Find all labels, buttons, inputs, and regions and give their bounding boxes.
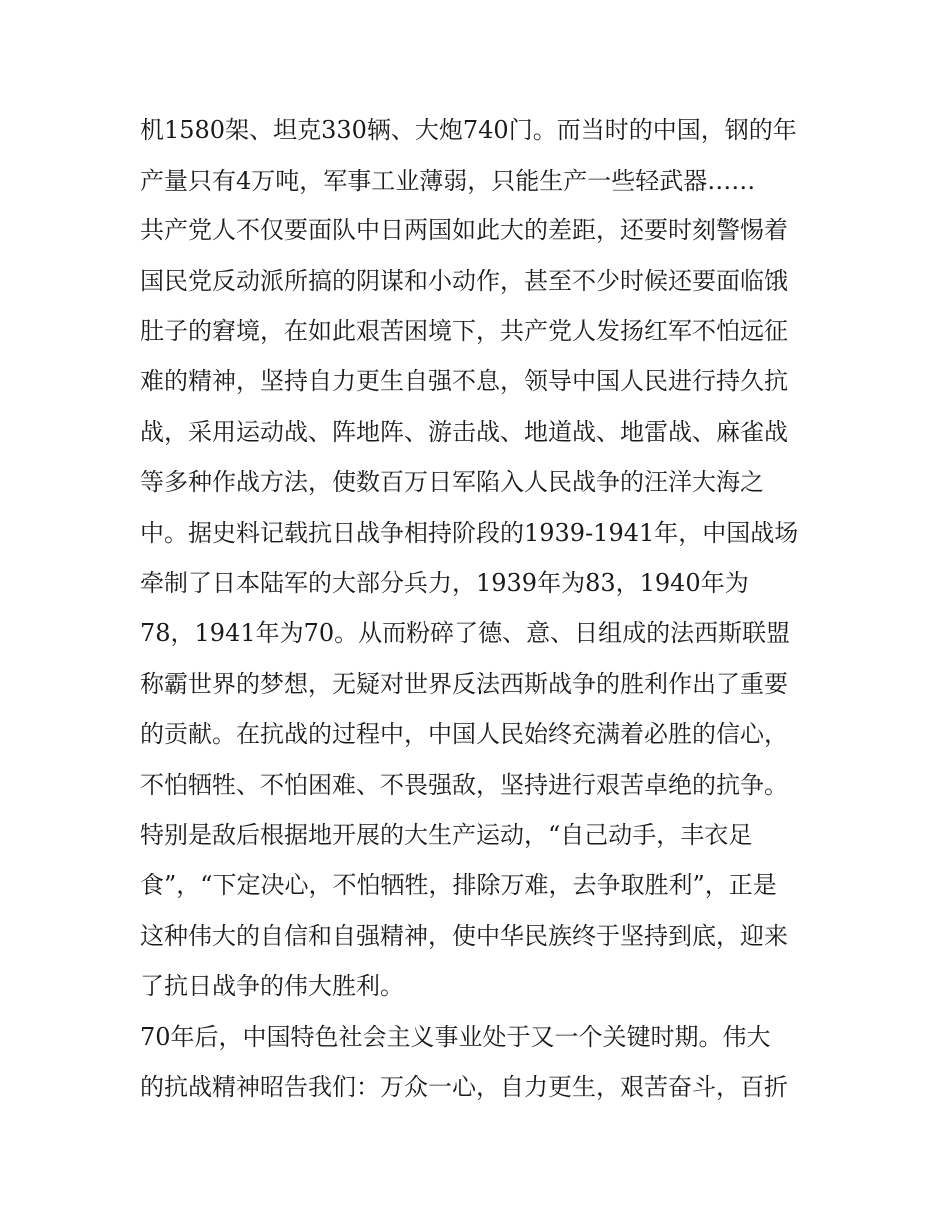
text-line: 肚子的窘境，在如此艰苦困境下，共产党人发扬红军不怕远征 xyxy=(140,317,788,345)
text-line: 国民党反动派所搞的阴谋和小动作，甚至不少时候还要面临饿 xyxy=(140,267,788,295)
text-line: 的抗战精神昭告我们：万众一心，自力更生，艰苦奋斗，百折 xyxy=(140,1073,788,1101)
text-line: 了抗日战争的伟大胜利。 xyxy=(140,972,404,1000)
text-line: 78，1941年为70。从而粉碎了德、意、日组成的法西斯联盟 xyxy=(140,619,791,647)
text-line: 中。据史料记载抗日战争相持阶段的1939-1941年，中国战场 xyxy=(140,519,799,547)
text-line: 食”，“下定决心，不怕牺牲，排除万难，去争取胜利”，正是 xyxy=(140,871,777,899)
text-line: 这种伟大的自信和自强精神，使中华民族终于坚持到底，迎来 xyxy=(140,922,788,950)
text-line: 机1580架、坦克330辆、大炮740门。而当时的中国，钢的年 xyxy=(140,116,797,144)
text-line: 共产党人不仅要面队中日两国如此大的差距，还要时刻警惕着 xyxy=(140,216,788,244)
text-line: 不怕牺牲、不怕困难、不畏强敌，坚持进行艰苦卓绝的抗争。 xyxy=(140,771,788,799)
text-line: 的贡献。在抗战的过程中，中国人民始终充满着必胜的信心， xyxy=(140,720,788,748)
text-line: 70年后，中国特色社会主义事业处于又一个关键时期。伟大 xyxy=(140,1023,771,1051)
text-line: 等多种作战方法，使数百万日军陷入人民战争的汪洋大海之 xyxy=(140,468,764,496)
text-line: 称霸世界的梦想，无疑对世界反法西斯战争的胜利作出了重要 xyxy=(140,670,788,698)
text-line: 战，采用运动战、阵地阵、游击战、地道战、地雷战、麻雀战 xyxy=(140,418,788,446)
text-line: 产量只有4万吨，军事工业薄弱，只能生产一些轻武器…… xyxy=(140,167,756,195)
text-line: 难的精神，坚持自力更生自强不息，领导中国人民进行持久抗 xyxy=(140,367,788,395)
text-line: 特别是敌后根据地开展的大生产运动，“自己动手，丰衣足 xyxy=(140,821,753,849)
text-line: 牵制了日本陆军的大部分兵力，1939年为83，1940年为 xyxy=(140,569,749,597)
